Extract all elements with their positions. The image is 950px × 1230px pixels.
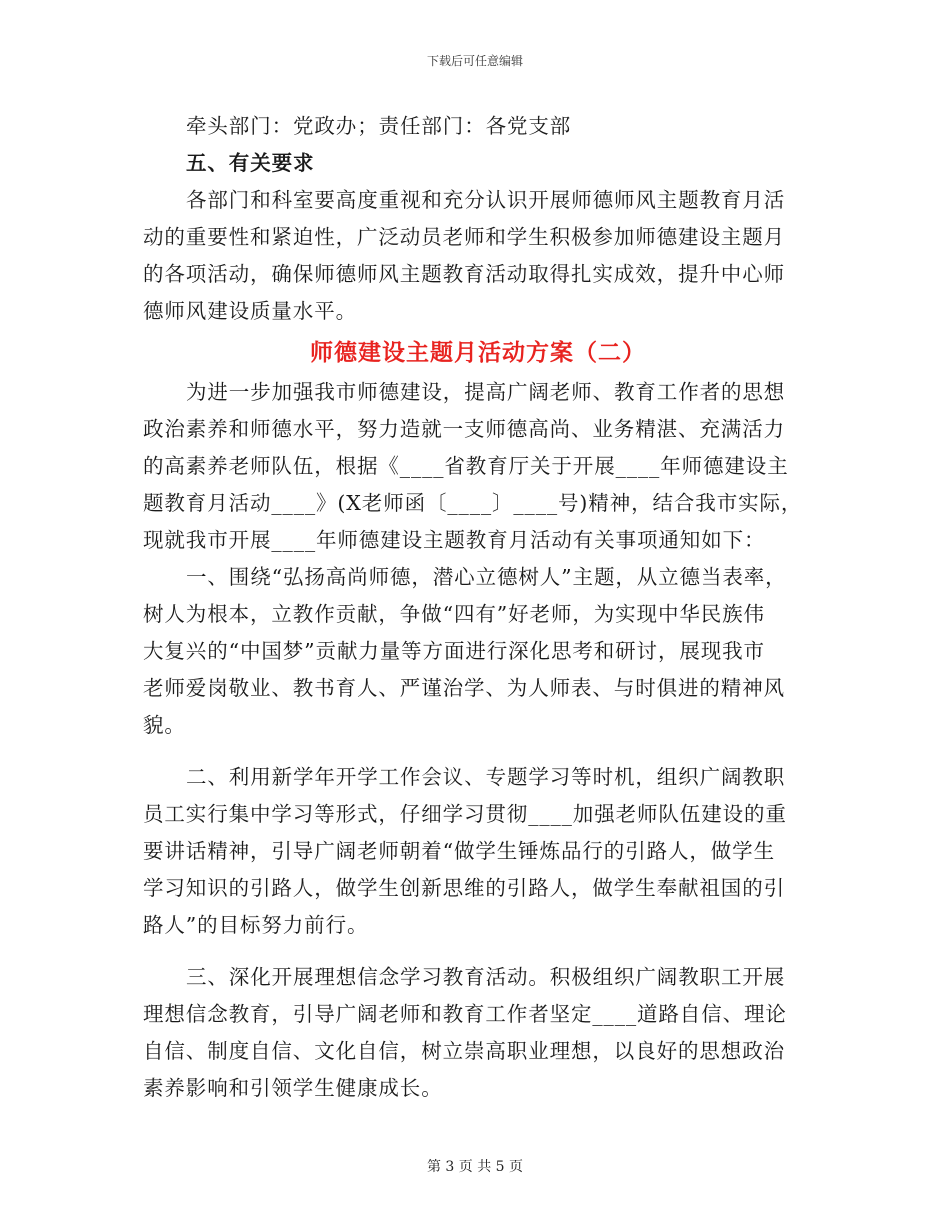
- section-heading: 五、有关要求: [186, 151, 315, 175]
- paragraph-line: 貌。: [143, 713, 186, 737]
- paragraph-line: 政治素养和师德水平，努力造就一支师德高尚、业务精湛、充满活力: [143, 417, 785, 441]
- paragraph-line: 各部门和科室要高度重视和充分认识开展师德师风主题教育月活: [186, 188, 786, 212]
- paragraph-line: 路人”的目标努力前行。: [143, 913, 369, 937]
- paragraph-line: 树人为根本，立教作贡献，争做“四有”好老师，为实现中华民族伟: [143, 602, 765, 626]
- document-body: [143, 108, 813, 1107]
- paragraph-line: 员工实行集中学习等形式，仔细学习贯彻____加强老师队伍建设的重: [143, 802, 787, 826]
- paragraph-line: 二、利用新学年开学工作会议、专题学习等时机，组织广阔教职: [186, 765, 786, 789]
- paragraph-line: 现就我市开展____年师德建设主题教育月活动有关事项通知如下：: [143, 528, 766, 552]
- item-three-paragraph: [143, 959, 813, 1107]
- header-note: 下载后可任意编辑: [426, 54, 523, 68]
- prev-section: [143, 108, 813, 330]
- item-one-paragraph: [143, 559, 813, 744]
- item-two-paragraph: [143, 759, 813, 944]
- lead-line: 牵头部门：党政办；责任部门：各党支部: [186, 114, 572, 138]
- document-title: 师德建设主题月活动方案（二）: [310, 339, 646, 366]
- paragraph-line: 题教育月活动____》(X老师函〔____〕____号)精神，结合我市实际，: [143, 491, 803, 515]
- paragraph-line: 动的重要性和紧迫性，广泛动员老师和学生积极参加师德建设主题月: [143, 225, 785, 249]
- paragraph-line: 老师爱岗敬业、教书育人、严谨治学、为人师表、与时俱进的精神风: [143, 676, 785, 700]
- paragraph-line: 为进一步加强我市师德建设，提高广阔老师、教育工作者的思想: [186, 380, 786, 404]
- intro-paragraph: [143, 374, 813, 559]
- paragraph-line: 素养影响和引领学生健康成长。: [143, 1076, 443, 1100]
- paragraph-gap: [143, 744, 813, 759]
- paragraph-line: 自信、制度自信、文化自信，树立崇高职业理想，以良好的思想政治: [143, 1039, 785, 1063]
- paragraph-line: 要讲话精神，引导广阔老师朝着“做学生锤炼品行的引路人，做学生: [143, 839, 775, 863]
- paragraph-gap: [143, 944, 813, 959]
- paragraph-line: 的各项活动，确保师德师风主题教育活动取得扎实成效，提升中心师: [143, 262, 785, 286]
- paragraph-line: 学习知识的引路人，做学生创新思维的引路人，做学生奉献祖国的引: [143, 876, 785, 900]
- paragraph-line: 的高素养老师队伍，根据《____省教育厅关于开展____年师德建设主: [143, 454, 789, 478]
- paragraph-line: 大复兴的“中国梦”贡献力量等方面进行深化思考和研讨，展现我市: [143, 639, 765, 663]
- paragraph-line: 一、围绕“弘扬高尚师德，潜心立德树人”主题，从立德当表率，: [186, 565, 787, 589]
- paragraph-line: 理想信念教育，引导广阔老师和教育工作者坚定____道路自信、理论: [143, 1002, 787, 1026]
- page-footer: 第 3 页 共 5 页: [426, 1159, 524, 1175]
- paragraph-line: 三、深化开展理想信念学习教育活动。积极组织广阔教职工开展: [186, 965, 786, 989]
- paragraph-line: 德师风建设质量水平。: [143, 299, 357, 323]
